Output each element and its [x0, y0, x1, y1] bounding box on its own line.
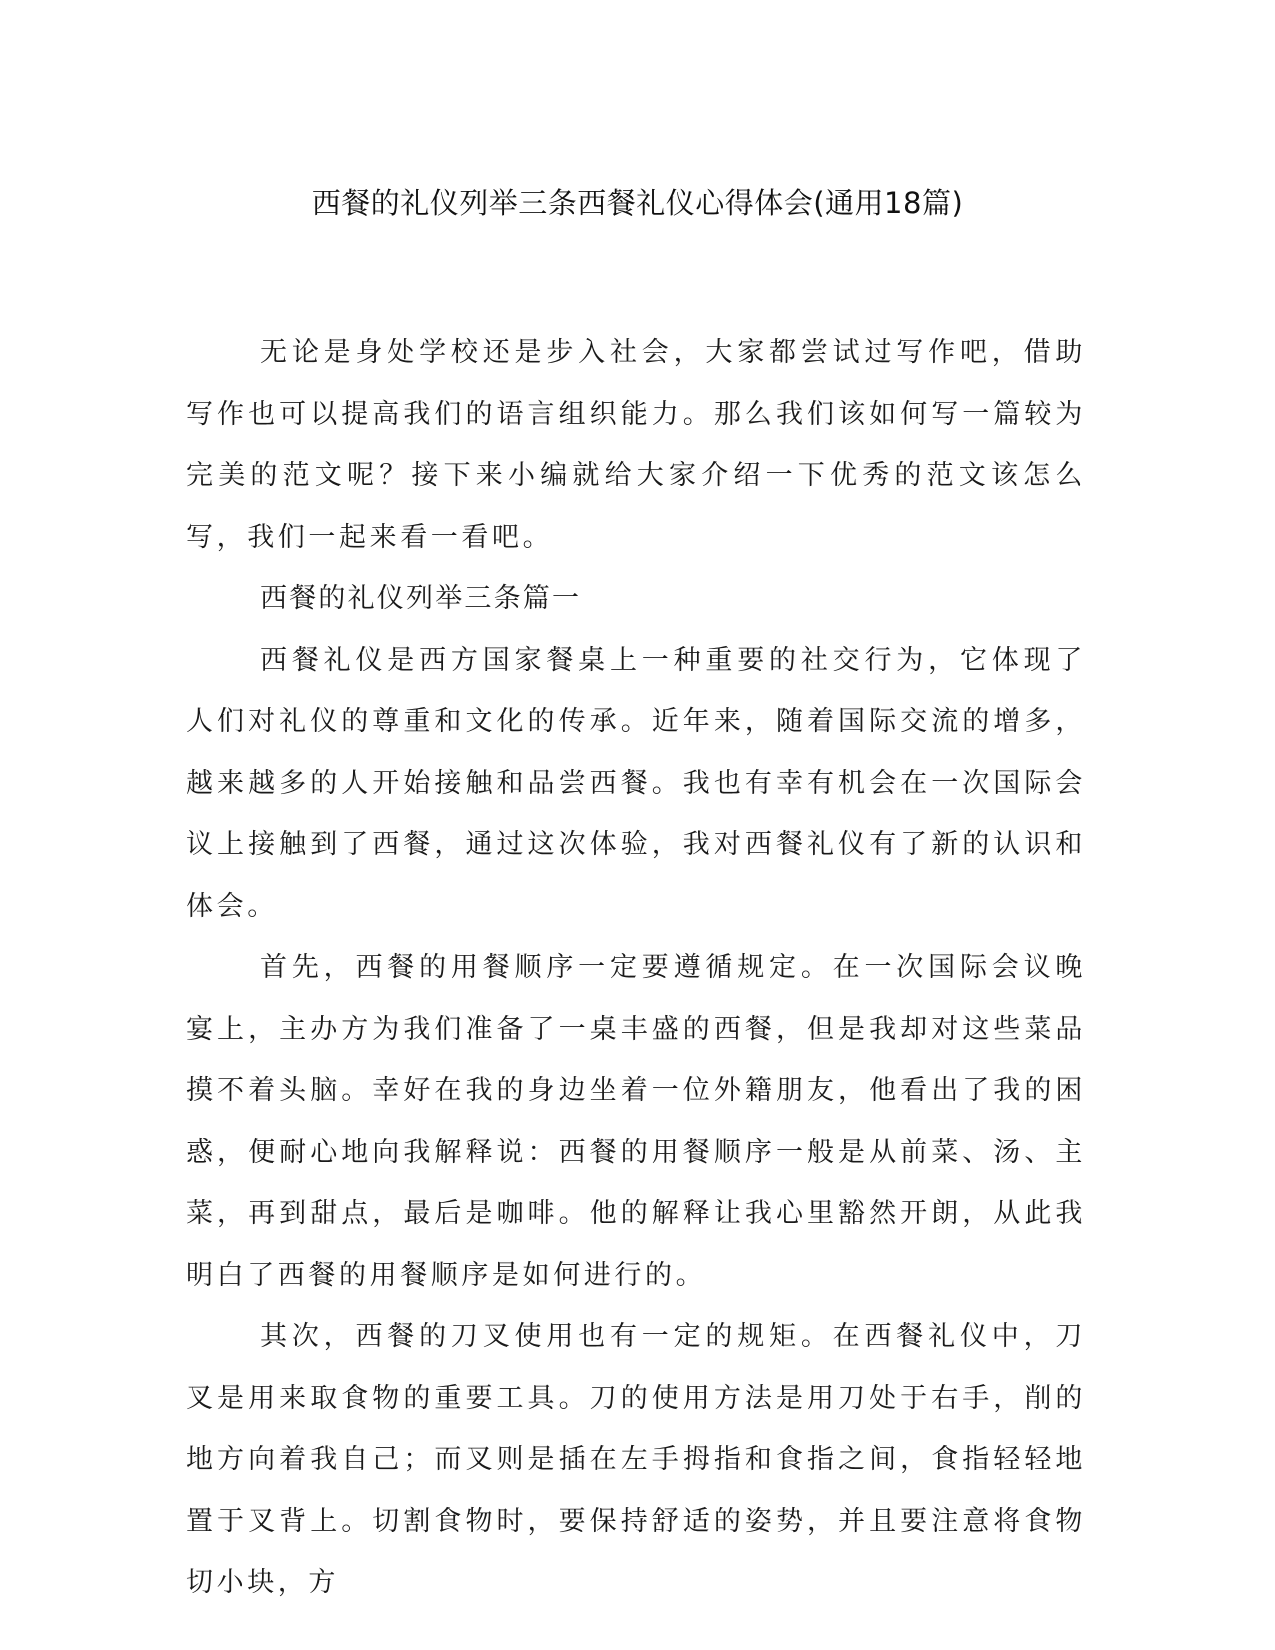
paragraph-intro: 无论是身处学校还是步入社会，大家都尝试过写作吧，借助写作也可以提高我们的语言组织能力。那么我们该如何写一篇较为完美的范文呢？接下来小编就给大家介绍一下优秀的范文该怎么写，我们一起来看一看吧。 — [186, 337, 1086, 553]
document-title: 西餐的礼仪列举三条西餐礼仪心得体会(通用18篇) — [311, 186, 964, 220]
document-body — [186, 322, 1086, 1614]
paragraph-1: 西餐礼仪是西方国家餐桌上一种重要的社交行为，它体现了人们对礼仪的尊重和文化的传承。近年来，随着国际交流的增多，越来越多的人开始接触和品尝西餐。我也有幸有机会在一次国际会议上接触到了西餐，通过这次体验，我对西餐礼仪有了新的认识和体会。 — [186, 644, 1086, 922]
paragraph-2: 首先，西餐的用餐顺序一定要遵循规定。在一次国际会议晚宴上，主办方为我们准备了一桌丰盛的西餐，但是我却对这些菜品摸不着头脑。幸好在我的身边坐着一位外籍朋友，他看出了我的困惑，便耐心地向我解释说：西餐的用餐顺序一般是从前菜、汤、主菜，再到甜点，最后是咖啡。他的解释让我心里豁然开朗，从此我明白了西餐的用餐顺序是如何进行的。 — [186, 952, 1086, 1291]
paragraph-3: 其次，西餐的刀叉使用也有一定的规矩。在西餐礼仪中，刀叉是用来取食物的重要工具。刀的使用方法是用刀处于右手，削的地方向着我自己；而叉则是插在左手拇指和食指之间，食指轻轻地置于叉背上。切割食物时，要保持舒适的姿势，并且要注意将食物切小块，方 — [186, 1321, 1086, 1598]
section-heading: 西餐的礼仪列举三条篇一 — [260, 583, 582, 614]
